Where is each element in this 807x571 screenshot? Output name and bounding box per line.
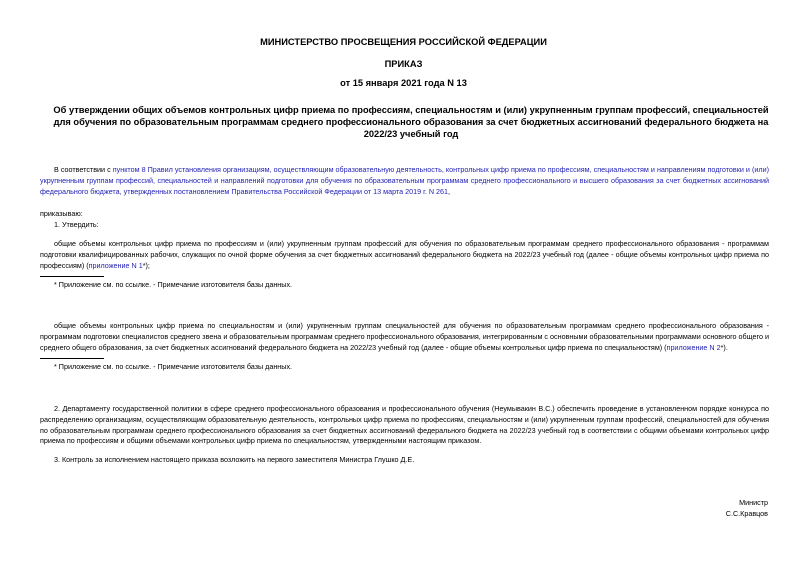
ministry-heading: МИНИСТЕРСТВО ПРОСВЕЩЕНИЯ РОССИЙСКОЙ ФЕДЕРАЦИИ: [260, 37, 547, 47]
orders-text: приказываю:: [40, 209, 83, 218]
approve-2-paragraph: [40, 321, 769, 353]
preamble-lead: В соответствии с: [54, 165, 113, 174]
document-date-number: от 15 января 2021 года N 13: [340, 78, 467, 88]
preamble-tail: ,: [448, 186, 451, 196]
item-3: 3. Контроль за исполнением настоящего приказа возложить на первого заместителя Министра Глушко Д.Е.: [54, 455, 415, 464]
document-title: Об утверждении общих объемов контрольных цифр приема по профессиям, специальностям и (или) укрупненным группам профессий, специальностей для обучения по образовательным программам среднего профессионального образования за счет бюджетных ассигнований федерального бюджета на 2022/23 учебный год: [53, 105, 769, 139]
signature-name: С.С.Кравцов: [725, 509, 768, 518]
footnote-1: * Приложение см. по ссылке. - Примечание изготовителя базы данных.: [54, 280, 293, 289]
approve-1-text: общие объемы контрольных цифр приема по профессиям и (или) укрупненным группам профессий для обучения по образовательным программам среднего профессионального образования - программам подготовки квалифицированных рабочих, служащих по очной форме обучения за счет бюджетных ассигнований федерального бюджета на 2022/23 учебный год (далее - общие объемы контрольных цифр приема по профессиям) (: [40, 239, 769, 270]
document-type: ПРИКАЗ: [384, 59, 423, 69]
preamble-rules-link[interactable]: пунктом 8 Правил установления организациям, осуществляющим образовательную деятельность, контрольных цифр приема по профессиям, специальностям и направлениям подготовки и (или) укрупненным группам профессий, специальностей и направлений подготовки для обучения по образовательным программам среднего профессионального и высшего образования за счет бюджетных ассигнований федерального бюджета, утвержденных постановлением Правительства Российской Федерации от 13 марта 2019 г. N 261: [40, 165, 769, 196]
footnote-1-rule: [40, 276, 104, 277]
approve-1-paragraph: [40, 239, 769, 271]
appendix-2-link[interactable]: приложение N 2: [666, 342, 721, 352]
item-2-paragraph: 2. Департаменту государственной политики в сфере среднего профессионального образования и профессионального обучения (Неумывакин В.С.) обеспечить проведение в установленном порядке конкурса по распределению организациям, осуществляющим образовательную деятельность, контрольных цифр приема по профессиям, специальностям и (или) укрупненным группам профессий, специальностей для обучения по образовательным программам среднего профессионального образования за счет бюджетных ассигнований федерального бюджета на 2022/23 учебный год в соответствии с общими объемами контрольных цифр приема по профессиям и общими объемами контрольных цифр приема по специальностям, утвержденными настоящим приказом.: [40, 404, 769, 446]
appendix-1-link[interactable]: приложение N 1: [88, 260, 143, 270]
footnote-2-rule: [40, 358, 104, 359]
approve-2-tail: *).: [720, 342, 728, 352]
approve-2-text: общие объемы контрольных цифр приема по специальностям и (или) укрупненным группам специальностей для обучения по образовательным программам среднего профессионального образования - программам подготовки специалистов среднего звена и образовательным программам среднего профессионального образования, интегрированным с основными образовательными программами основного общего и среднего общего образования, за счет бюджетных ассигнований федерального бюджета на 2022/23 учебный год (далее - общие объемы контрольных цифр приема по специальностям) (: [40, 321, 769, 352]
preamble-paragraph: [40, 165, 769, 197]
item-1: 1. Утвердить:: [54, 220, 99, 229]
signature-position: Министр: [739, 498, 768, 507]
footnote-2: * Приложение см. по ссылке. - Примечание изготовителя базы данных.: [54, 362, 293, 371]
approve-1-tail: *);: [142, 260, 150, 270]
